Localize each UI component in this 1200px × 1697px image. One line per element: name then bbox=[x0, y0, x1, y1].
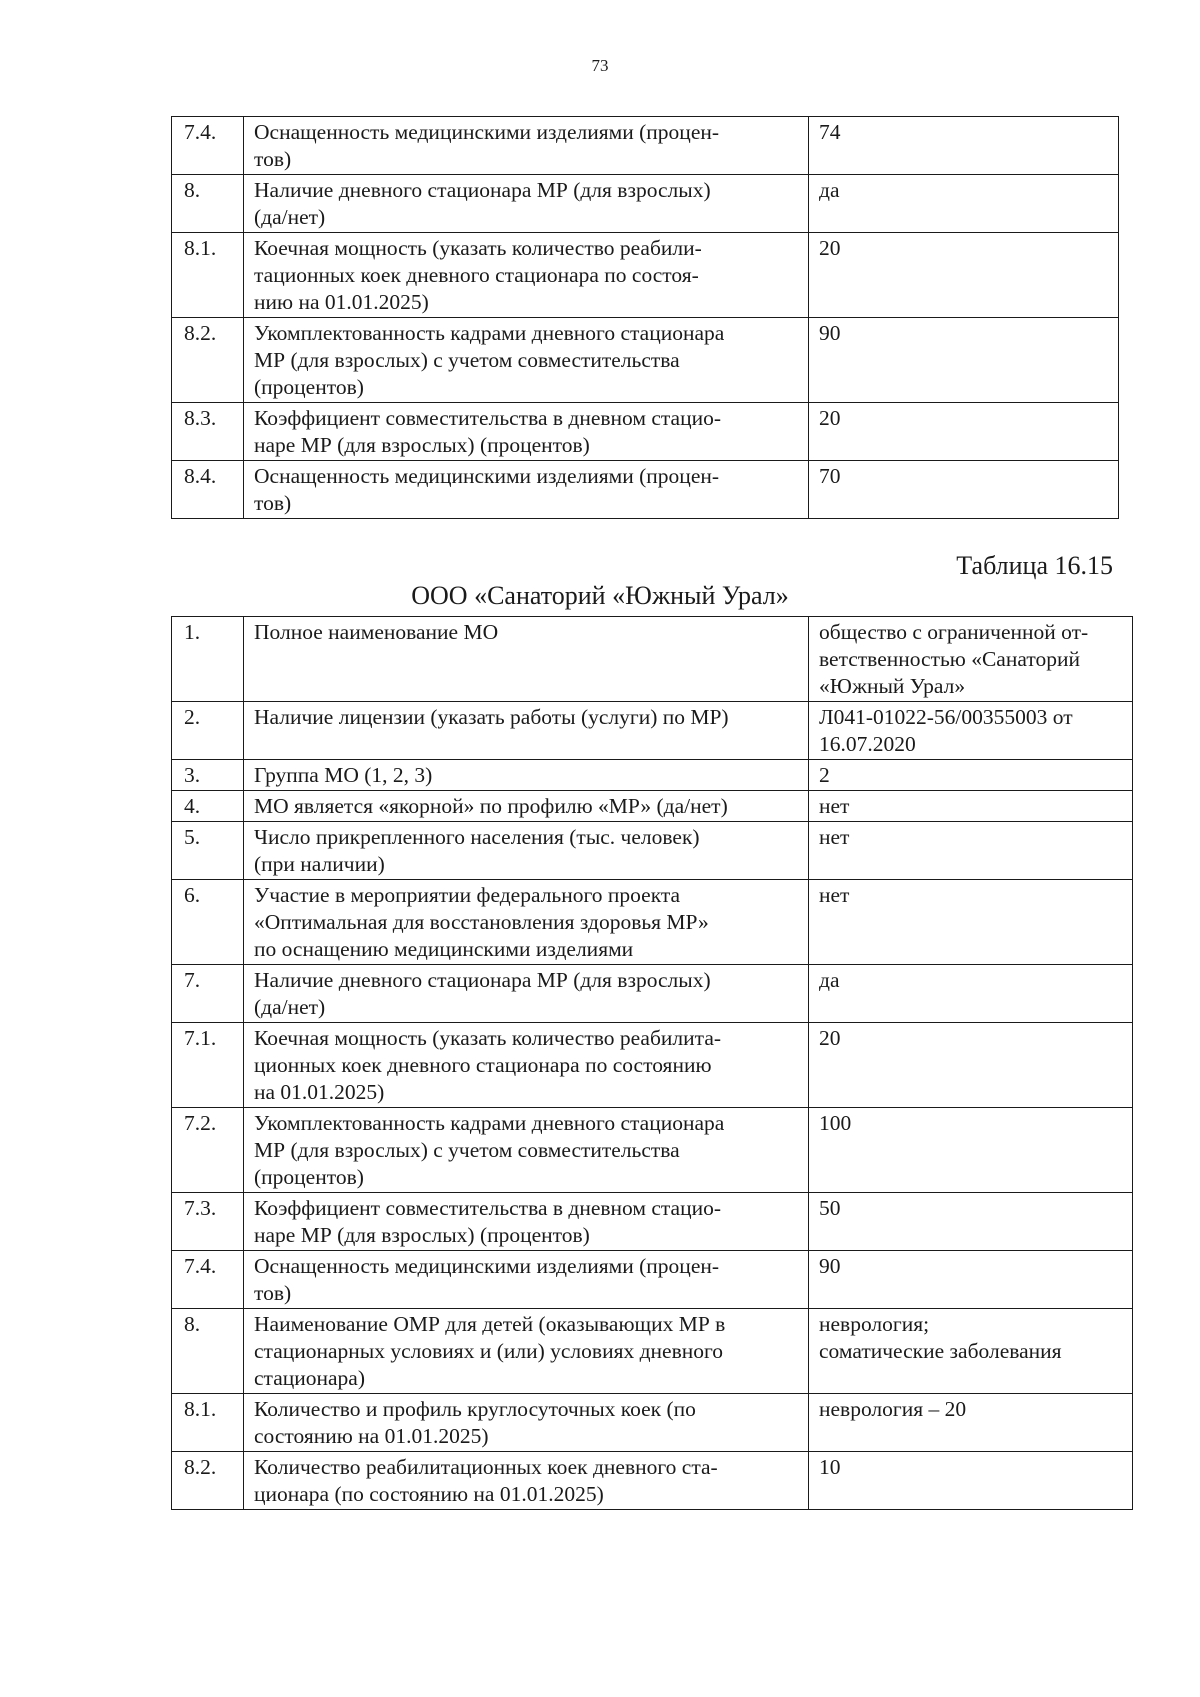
table-row bbox=[172, 965, 1133, 1023]
row-value-cell: 74 bbox=[809, 117, 1119, 175]
table-row bbox=[172, 403, 1119, 461]
table-row bbox=[172, 617, 1133, 702]
row-value-cell: 10 bbox=[809, 1452, 1133, 1510]
row-label-cell: Количество реабилитационных коек дневного ста- ционара (по состоянию на 01.01.2025) bbox=[244, 1452, 809, 1510]
row-value-cell: 20 bbox=[809, 233, 1119, 318]
row-value-cell: неврология; соматические заболевания bbox=[809, 1309, 1133, 1394]
row-value-cell: неврология – 20 bbox=[809, 1394, 1133, 1452]
row-number-cell: 7.4. bbox=[172, 1251, 244, 1309]
row-value-cell: нет bbox=[809, 880, 1133, 965]
table-label: Таблица 16.15 bbox=[956, 551, 1113, 580]
page-number: 73 bbox=[591, 56, 609, 75]
table-row bbox=[172, 461, 1119, 519]
row-number-cell: 7.2. bbox=[172, 1108, 244, 1193]
table-row bbox=[172, 1251, 1133, 1309]
row-value-cell: да bbox=[809, 965, 1133, 1023]
row-value-cell: 20 bbox=[809, 403, 1119, 461]
table-row bbox=[172, 1394, 1133, 1452]
row-number-cell: 7.4. bbox=[172, 117, 244, 175]
row-label-cell: Количество и профиль круглосуточных коек (по состоянию на 01.01.2025) bbox=[244, 1394, 809, 1452]
row-number-cell: 3. bbox=[172, 760, 244, 791]
row-label-cell: Коечная мощность (указать количество реабили- тационных коек дневного стационара по состоя- нию на 01.01.2025) bbox=[244, 233, 809, 318]
table-row bbox=[172, 791, 1133, 822]
data-table-continued bbox=[171, 116, 1119, 519]
row-value-cell: 100 bbox=[809, 1108, 1133, 1193]
row-label-cell: Наименование ОМР для детей (оказывающих МР в стационарных условиях и (или) условиях дневного стационара) bbox=[244, 1309, 809, 1394]
table-row bbox=[172, 1452, 1133, 1510]
row-value-cell: Л041-01022-56/00355003 от 16.07.2020 bbox=[809, 702, 1133, 760]
row-label-cell: Полное наименование МО bbox=[244, 617, 809, 702]
table-row bbox=[172, 117, 1119, 175]
row-number-cell: 8.1. bbox=[172, 1394, 244, 1452]
row-label-cell: Оснащенность медицинскими изделиями (процен- тов) bbox=[244, 1251, 809, 1309]
data-table-sanatorium bbox=[171, 616, 1133, 1510]
row-number-cell: 4. bbox=[172, 791, 244, 822]
table-title: ООО «Санаторий «Южный Урал» bbox=[411, 581, 789, 610]
row-number-cell: 8. bbox=[172, 175, 244, 233]
table-row bbox=[172, 822, 1133, 880]
row-value-cell: 20 bbox=[809, 1023, 1133, 1108]
table-row bbox=[172, 1108, 1133, 1193]
row-number-cell: 2. bbox=[172, 702, 244, 760]
row-label-cell: Наличие дневного стационара МР (для взрослых) (да/нет) bbox=[244, 175, 809, 233]
table-row bbox=[172, 702, 1133, 760]
row-number-cell: 7. bbox=[172, 965, 244, 1023]
row-label-cell: Укомплектованность кадрами дневного стационара МР (для взрослых) с учетом совместительства (процентов) bbox=[244, 318, 809, 403]
row-value-cell: 50 bbox=[809, 1193, 1133, 1251]
row-value-cell: 90 bbox=[809, 318, 1119, 403]
table-row bbox=[172, 760, 1133, 791]
row-label-cell: Участие в мероприятии федерального проекта «Оптимальная для восстановления здоровья МР» по оснащению медицинскими изделиями bbox=[244, 880, 809, 965]
row-label-cell: МО является «якорной» по профилю «МР» (да/нет) bbox=[244, 791, 809, 822]
row-number-cell: 7.1. bbox=[172, 1023, 244, 1108]
row-number-cell: 5. bbox=[172, 822, 244, 880]
row-number-cell: 8. bbox=[172, 1309, 244, 1394]
row-number-cell: 8.4. bbox=[172, 461, 244, 519]
row-label-cell: Укомплектованность кадрами дневного стационара МР (для взрослых) с учетом совместительства (процентов) bbox=[244, 1108, 809, 1193]
row-value-cell: общество с ограниченной от- ветственностью «Санаторий «Южный Урал» bbox=[809, 617, 1133, 702]
row-value-cell: 70 bbox=[809, 461, 1119, 519]
table-row bbox=[172, 233, 1119, 318]
row-number-cell: 8.1. bbox=[172, 233, 244, 318]
row-label-cell: Коэффициент совместительства в дневном стацио- наре МР (для взрослых) (процентов) bbox=[244, 403, 809, 461]
row-value-cell: 2 bbox=[809, 760, 1133, 791]
row-label-cell: Группа МО (1, 2, 3) bbox=[244, 760, 809, 791]
row-value-cell: да bbox=[809, 175, 1119, 233]
row-label-cell: Коэффициент совместительства в дневном стацио- наре МР (для взрослых) (процентов) bbox=[244, 1193, 809, 1251]
table-row bbox=[172, 1023, 1133, 1108]
row-label-cell: Число прикрепленного населения (тыс. человек) (при наличии) bbox=[244, 822, 809, 880]
table-row bbox=[172, 1193, 1133, 1251]
row-label-cell: Оснащенность медицинскими изделиями (процен- тов) bbox=[244, 461, 809, 519]
row-label-cell: Коечная мощность (указать количество реабилита- ционных коек дневного стационара по состоянию на 01.01.2025) bbox=[244, 1023, 809, 1108]
table-row bbox=[172, 880, 1133, 965]
row-number-cell: 8.2. bbox=[172, 1452, 244, 1510]
row-number-cell: 1. bbox=[172, 617, 244, 702]
row-number-cell: 8.2. bbox=[172, 318, 244, 403]
table-row bbox=[172, 175, 1119, 233]
row-label-cell: Наличие лицензии (указать работы (услуги) по МР) bbox=[244, 702, 809, 760]
table-row bbox=[172, 1309, 1133, 1394]
row-value-cell: нет bbox=[809, 791, 1133, 822]
row-number-cell: 7.3. bbox=[172, 1193, 244, 1251]
row-label-cell: Наличие дневного стационара МР (для взрослых) (да/нет) bbox=[244, 965, 809, 1023]
row-value-cell: нет bbox=[809, 822, 1133, 880]
row-number-cell: 6. bbox=[172, 880, 244, 965]
row-value-cell: 90 bbox=[809, 1251, 1133, 1309]
row-label-cell: Оснащенность медицинскими изделиями (процен- тов) bbox=[244, 117, 809, 175]
row-number-cell: 8.3. bbox=[172, 403, 244, 461]
table-row bbox=[172, 318, 1119, 403]
